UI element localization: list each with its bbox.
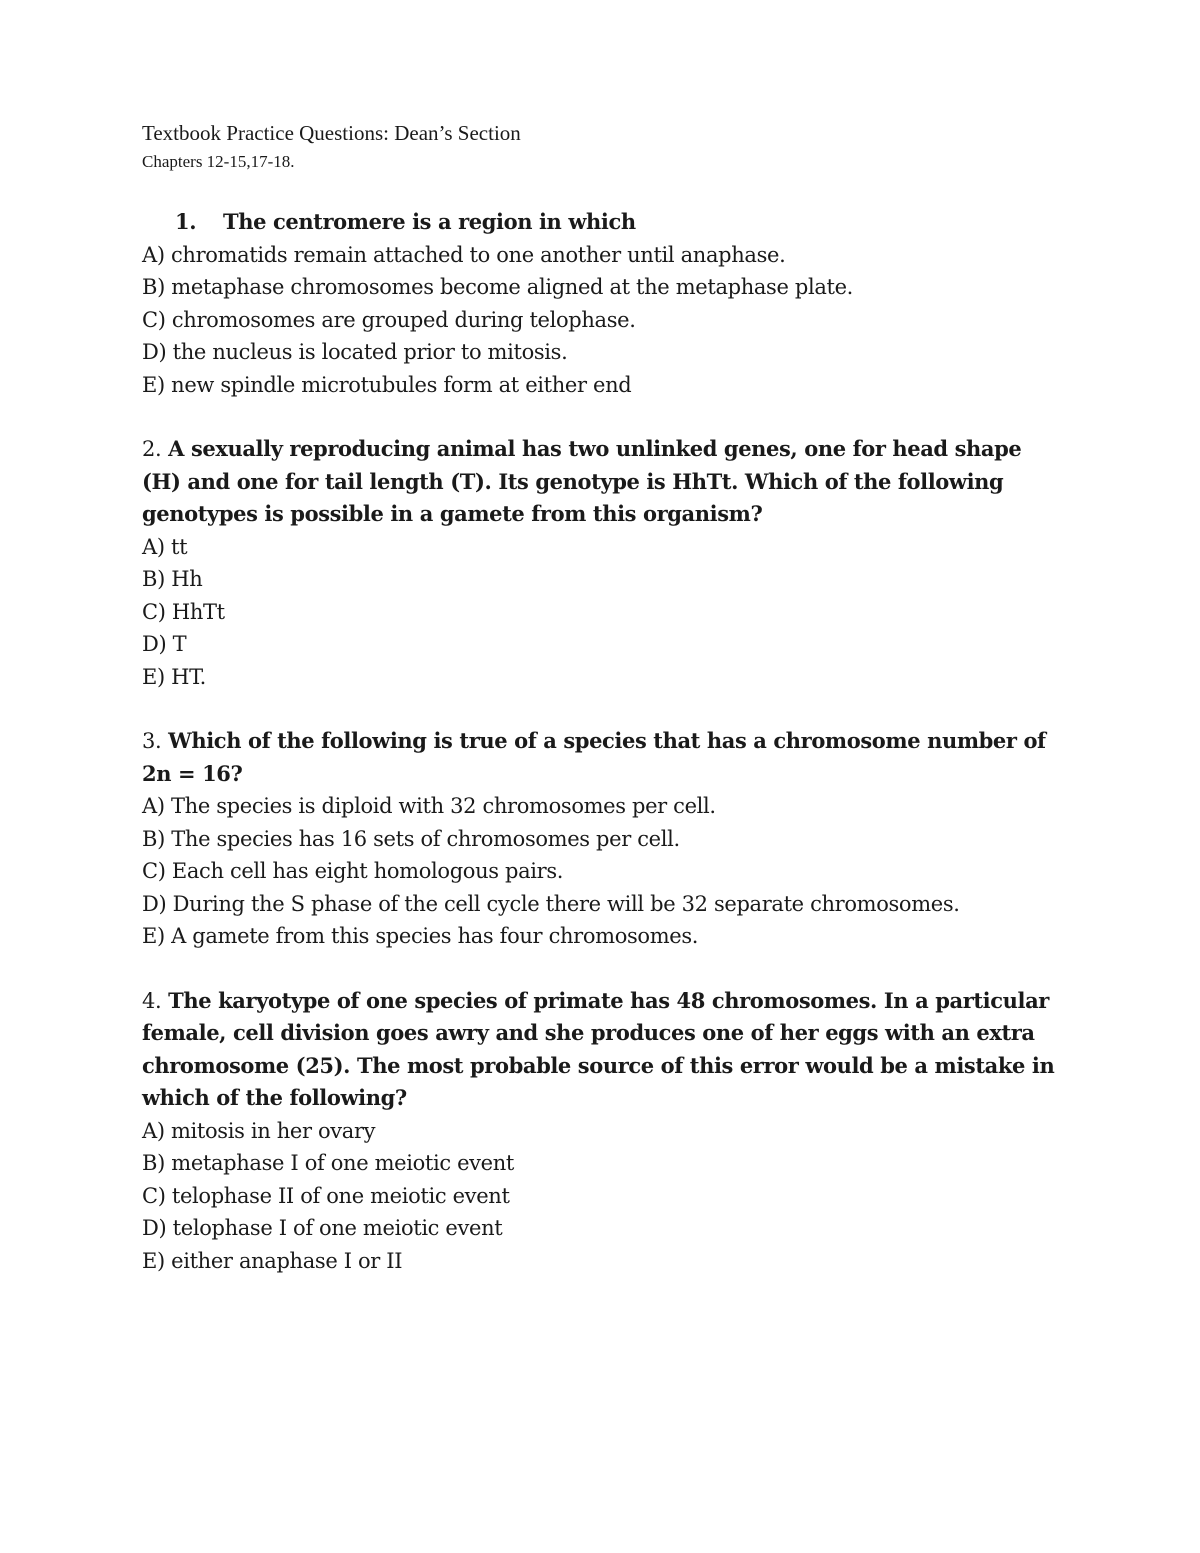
document-page [142,118,1062,1277]
answer-option-e: E) HT. [142,664,207,689]
question-stem [142,206,1062,239]
question-text: The karyotype of one species of primate has 48 chromosomes. In a particular female, cell division goes awry and she produces one of her eggs with an extra chromosome (25). The most probable source of this error would be a mistake in which of the following? [142,987,1055,1110]
answer-option-d: D) telophase I of one meiotic event [142,1216,503,1240]
question-number: 2. [142,437,162,461]
question-3 [142,725,1062,953]
answer-option-e: E) either anaphase I or II [142,1248,403,1273]
answer-option-c: C) chromosomes are grouped during telophase. [142,307,636,332]
question-text: The centromere is a region in which [223,209,636,234]
answer-option-b: B) metaphase chromosomes become aligned at the metaphase plate. [142,275,854,299]
question-text: A sexually reproducing animal has two unlinked genes, one for head shape (H) and one for tail length (T). Its genotype is HhTt. Which of the following genotypes is possible in a gamete from this organism? [142,436,1022,526]
question-stem [142,433,1062,531]
document-title: Textbook Practice Questions: Dean’s Section [142,121,521,145]
document-subtitle: Chapters 12-15,17-18. [142,152,295,171]
answer-option-a: A) The species is diploid with 32 chromosomes per cell. [142,794,716,818]
question-stem [142,985,1062,1115]
answer-option-d: D) T [142,632,187,656]
answer-option-d: D) the nucleus is located prior to mitosis. [142,340,568,364]
question-number: 1. [175,209,197,234]
question-number: 4. [142,988,162,1013]
answer-option-c: C) telophase II of one meiotic event [142,1183,510,1208]
answer-option-b: B) The species has 16 sets of chromosomes per cell. [142,826,680,851]
question-stem [142,725,1062,790]
question-text: Which of the following is true of a species that has a chromosome number of 2n = 16? [142,728,1046,786]
question-number: 3. [142,729,162,753]
answer-option-a: A) chromatids remain attached to one another until anaphase. [142,242,786,267]
answer-option-a: A) tt [142,534,188,559]
answer-option-c: C) Each cell has eight homologous pairs. [142,859,564,883]
answer-option-e: E) new spindle microtubules form at either end [142,372,632,397]
answer-option-a: A) mitosis in her ovary [142,1118,376,1143]
answer-option-c: C) HhTt [142,599,225,624]
question-4 [142,985,1062,1278]
answer-option-b: B) Hh [142,567,203,591]
answer-option-e: E) A gamete from this species has four chromosomes. [142,924,699,948]
question-1 [142,206,1062,401]
answer-option-b: B) metaphase I of one meiotic event [142,1151,515,1175]
answer-option-d: D) During the S phase of the cell cycle there will be 32 separate chromosomes. [142,891,960,916]
question-2 [142,433,1062,693]
